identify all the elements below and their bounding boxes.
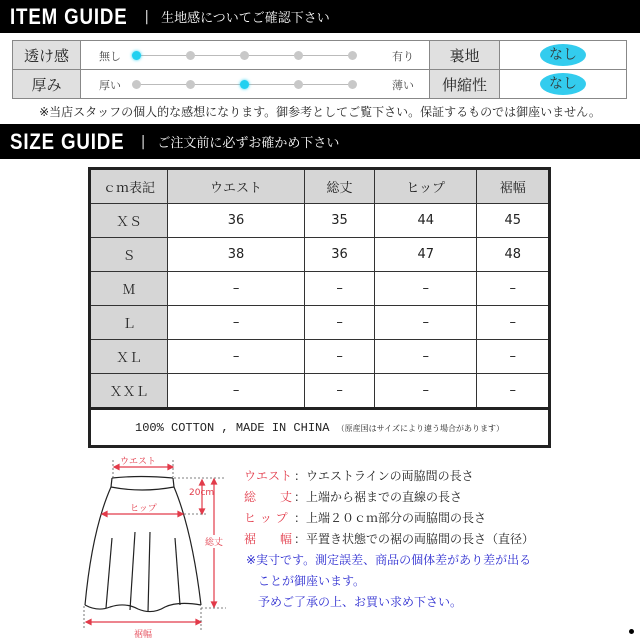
- table-row: [90, 374, 550, 409]
- disclaimer-line: 予めご了承の上、お買い求め下さい。: [258, 595, 463, 609]
- diagram-waist-label: ウエスト: [120, 457, 157, 467]
- table-cell: –: [305, 374, 375, 409]
- table-cell: 36: [305, 238, 375, 272]
- row-header: ＸＸＬ: [90, 374, 168, 409]
- table-cell: 38: [168, 238, 305, 272]
- definition-item: ウエスト ：ウエストラインの両脇間の長さ: [244, 469, 474, 483]
- size-guide-title: SIZE GUIDE: [10, 128, 125, 154]
- attr-label: 伸縮性: [430, 70, 500, 99]
- diagram-length-label: 総丈: [205, 535, 223, 548]
- lining-badge: なし: [540, 44, 586, 66]
- table-cell: 35: [305, 204, 375, 238]
- disclaimer-line: ことが御座います。: [258, 574, 366, 588]
- item-guide-header: [0, 0, 640, 33]
- measurement-definitions: [244, 466, 534, 550]
- row-header: Ｍ: [90, 272, 168, 306]
- table-cell: –: [305, 272, 375, 306]
- scale-right-label: 薄い: [392, 79, 414, 92]
- scale-dot: [186, 80, 195, 89]
- scale-dot-selected: [132, 51, 141, 60]
- table-cell: 47: [375, 238, 477, 272]
- table-cell: 36: [168, 204, 305, 238]
- row-header: ＸＬ: [90, 340, 168, 374]
- size-table-header: [90, 169, 550, 204]
- scale-dot-selected: [240, 80, 249, 89]
- scale-dot: [186, 51, 195, 60]
- fabric-feel-table: [12, 40, 627, 99]
- origin-note: （原産国はサイズにより違う場合があります）: [336, 423, 504, 433]
- diagram-hem-label: 裾幅: [134, 630, 153, 640]
- scale-left-label: 厚い: [99, 79, 121, 92]
- feel-row-thickness: [13, 70, 627, 99]
- size-guide-subtitle: ご注文前に必ずお確かめ下さい: [157, 136, 340, 151]
- scale-dot: [348, 80, 357, 89]
- disclaimer-line: ※実寸です。測定誤差、商品の個体差があり差が出る: [246, 553, 532, 567]
- table-cell: –: [168, 340, 305, 374]
- scale-dot: [348, 51, 357, 60]
- table-cell: –: [477, 272, 550, 306]
- material-row: [90, 409, 550, 447]
- definition-item: 総 丈 ：上端から裾までの直線の長さ: [244, 490, 463, 504]
- table-cell: –: [305, 340, 375, 374]
- table-row: [90, 306, 550, 340]
- size-table: [88, 167, 551, 448]
- diagram-hip-label: ヒップ: [130, 504, 157, 514]
- scale-dot: [294, 80, 303, 89]
- table-cell: –: [168, 374, 305, 409]
- table-cell: –: [305, 306, 375, 340]
- row-header: Ｌ: [90, 306, 168, 340]
- col-header: ｃｍ表記: [90, 169, 168, 204]
- feel-row-transparency: [13, 41, 627, 70]
- staff-note: ※当店スタッフの個人的な感想になります。御参考としてご覧下さい。保証するものでは御座いません。: [39, 105, 601, 119]
- table-row: [90, 238, 550, 272]
- table-cell: –: [375, 272, 477, 306]
- transparency-scale: [81, 41, 429, 69]
- scale-dot: [132, 80, 141, 89]
- table-row: [90, 272, 550, 306]
- diagram-20cm-label: 20cm: [189, 488, 215, 498]
- scale-right-label: 有り: [392, 50, 414, 63]
- measurement-disclaimer: [246, 550, 531, 613]
- table-cell: –: [168, 272, 305, 306]
- table-cell: –: [375, 374, 477, 409]
- table-cell: –: [375, 340, 477, 374]
- table-cell: 44: [375, 204, 477, 238]
- col-header: ヒップ: [375, 169, 477, 204]
- table-cell: 48: [477, 238, 550, 272]
- thickness-scale: [81, 70, 429, 98]
- feel-label: 透け感: [13, 41, 81, 70]
- scale-dot: [240, 51, 249, 60]
- definition-item: 裾 幅 ：平置き状態での裾の両脇間の長さ（直径）: [244, 532, 535, 546]
- stretch-badge: なし: [540, 73, 586, 95]
- scale-left-label: 無し: [99, 50, 121, 63]
- row-header: Ｓ: [90, 238, 168, 272]
- attr-label: 裏地: [430, 41, 500, 70]
- header-separator: |: [140, 133, 146, 150]
- skirt-diagram: [80, 450, 240, 640]
- table-cell: –: [168, 306, 305, 340]
- feel-label: 厚み: [13, 70, 81, 99]
- header-separator: |: [144, 8, 150, 25]
- row-header: ＸＳ: [90, 204, 168, 238]
- table-cell: 45: [477, 204, 550, 238]
- corner-dot: [629, 629, 634, 634]
- scale-dot: [294, 51, 303, 60]
- table-cell: –: [477, 306, 550, 340]
- material-text: 100% COTTON , MADE IN CHINA: [135, 420, 330, 435]
- table-cell: –: [477, 374, 550, 409]
- item-guide-subtitle: 生地感についてご確認下さい: [161, 11, 330, 26]
- definition-item: ヒ ッ プ ：上端２０ｃｍ部分の両脇間の長さ: [244, 511, 487, 525]
- table-row: [90, 340, 550, 374]
- col-header: ウエスト: [168, 169, 305, 204]
- col-header: 総丈: [305, 169, 375, 204]
- table-cell: –: [477, 340, 550, 374]
- item-guide-title: ITEM GUIDE: [10, 3, 128, 29]
- table-cell: –: [375, 306, 477, 340]
- size-guide-header: [0, 124, 640, 159]
- col-header: 裾幅: [477, 169, 550, 204]
- table-row: [90, 204, 550, 238]
